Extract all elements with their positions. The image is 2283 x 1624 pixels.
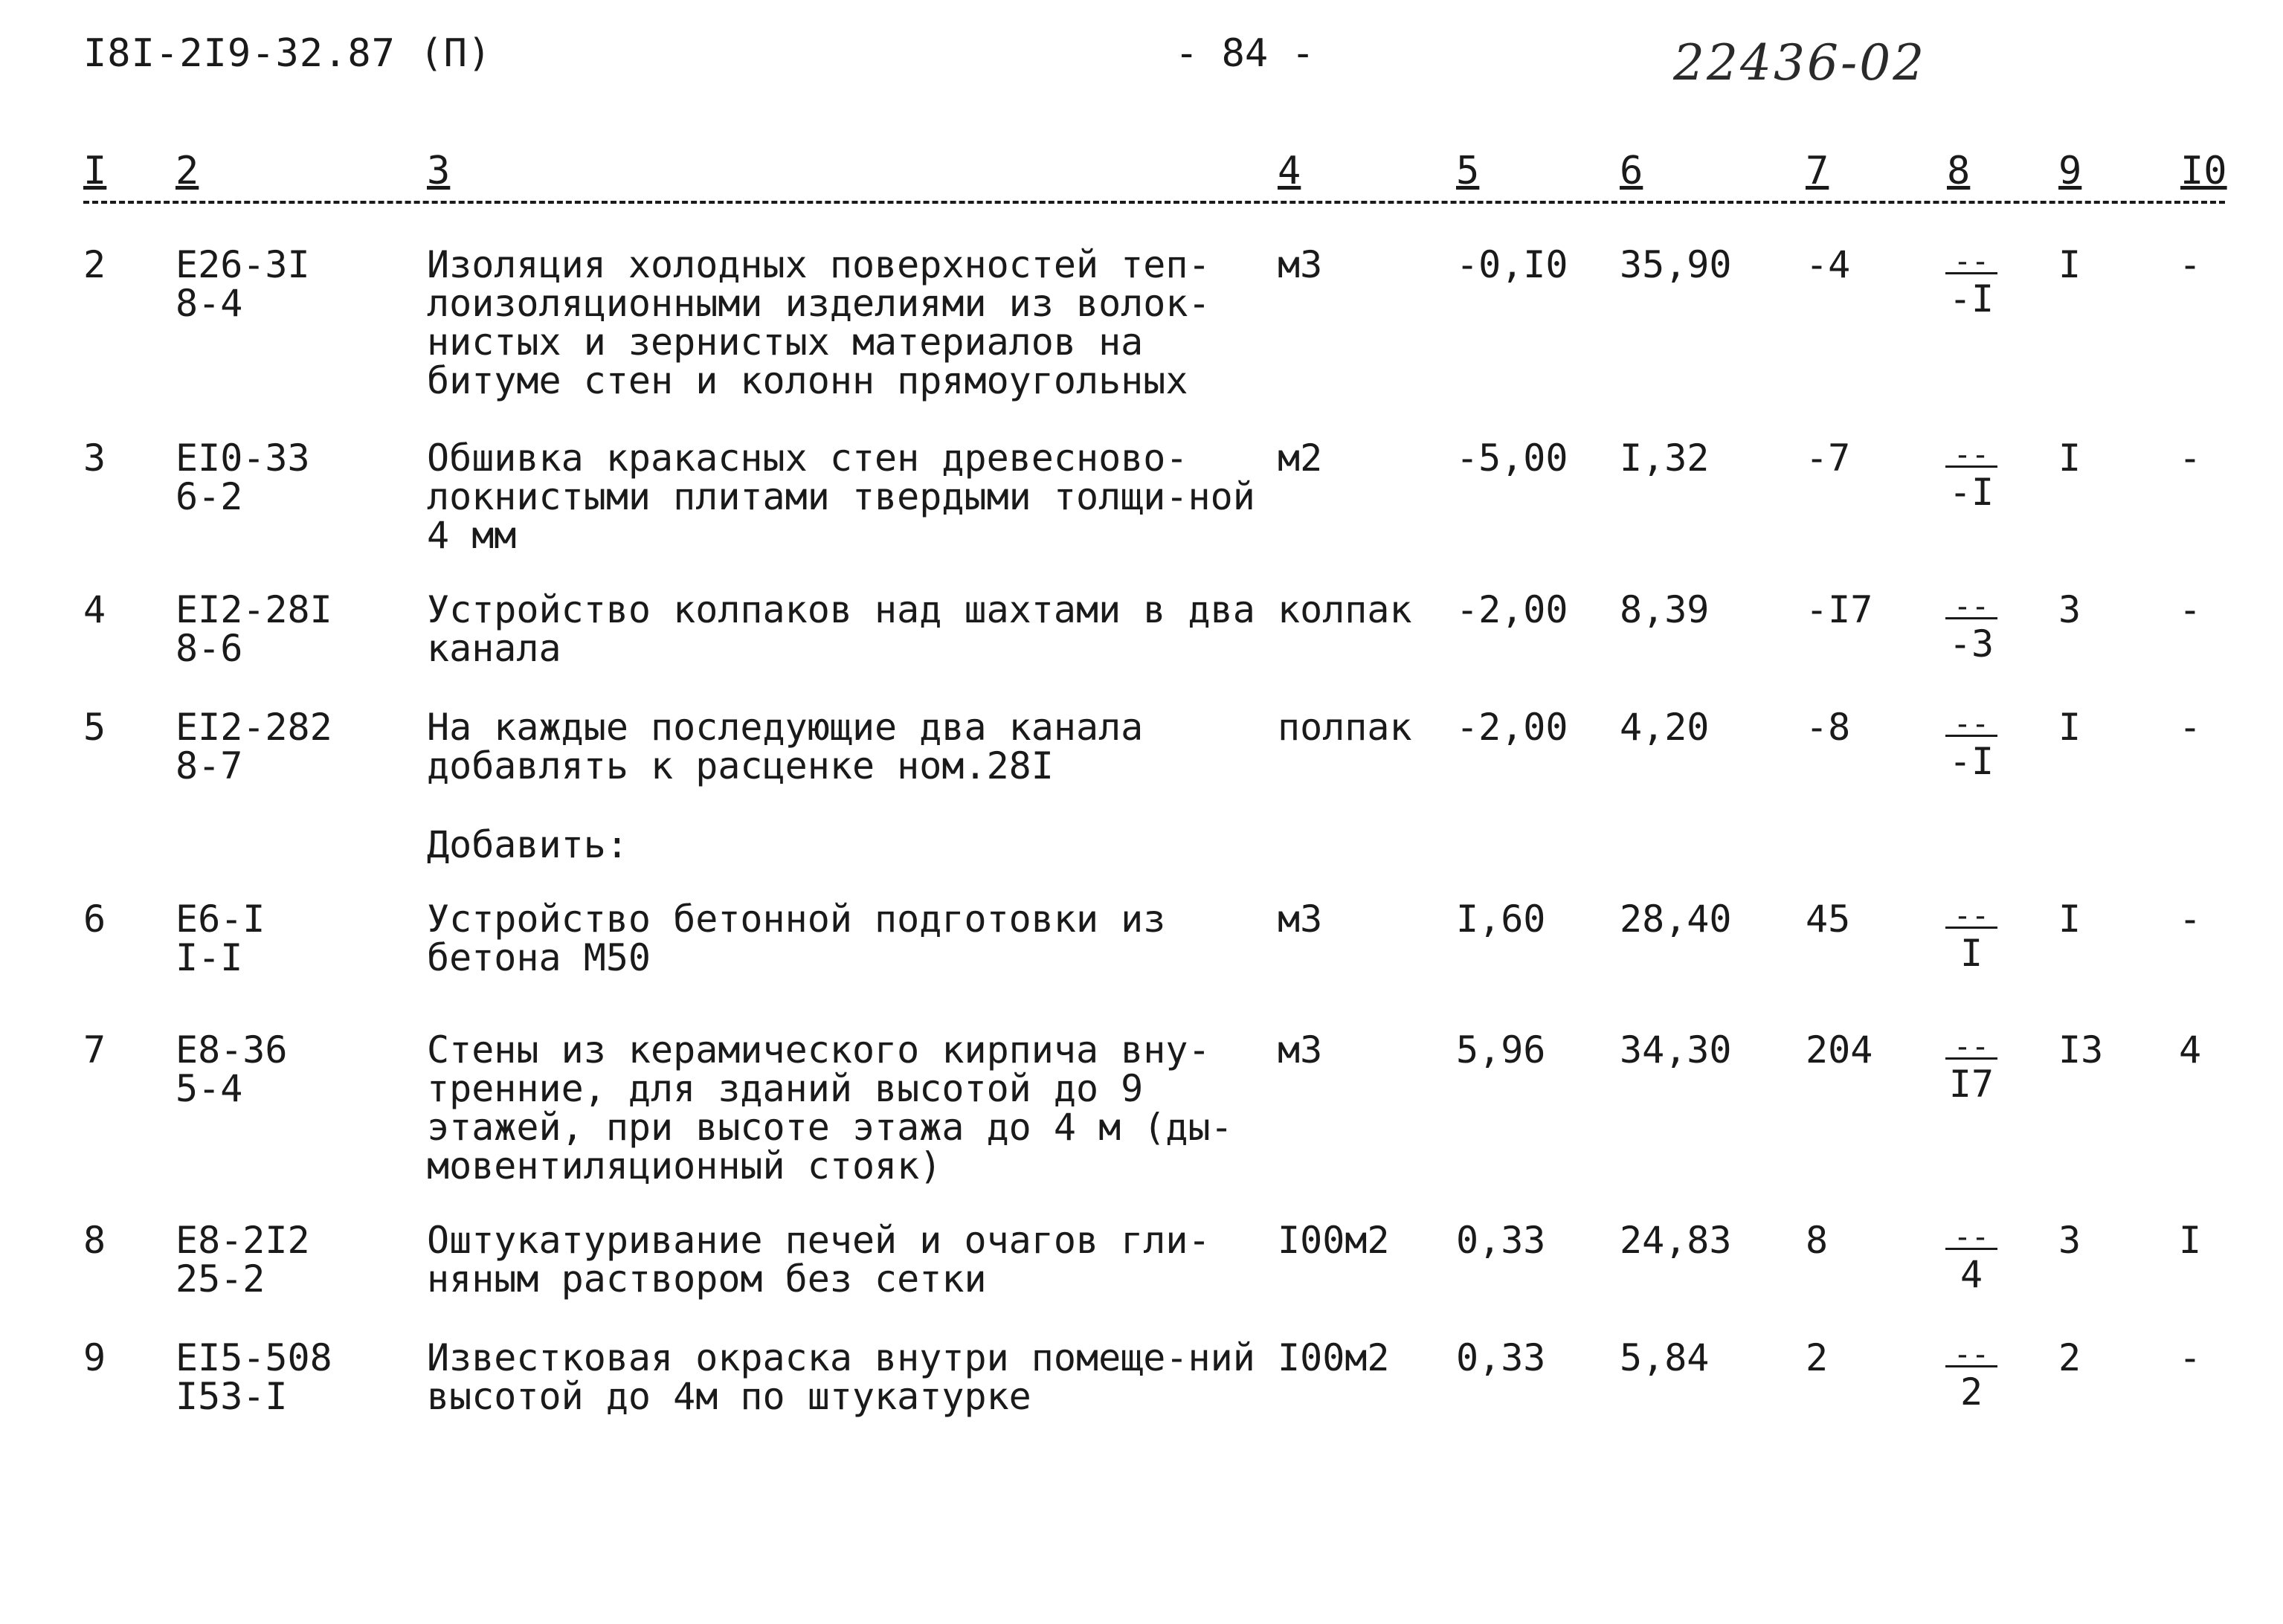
work-description: На каждые последующие два канала добавлять к расценке ном.28I (427, 706, 1144, 787)
fraction-numerator: -- (1945, 253, 1997, 274)
work-description: Оштукатуривание печей и очагов гли-няным раствором без сетки (427, 1219, 1211, 1301)
total-cost: 45 (1806, 898, 1851, 941)
work-description: Устройство колпаков над шахтами в два канала (427, 588, 1255, 670)
row-number: 9 (83, 1336, 106, 1379)
rate-code: Е26-3I (176, 243, 310, 286)
total-cost: 8 (1806, 1219, 1829, 1262)
unit-price: 4,20 (1620, 706, 1710, 749)
fraction-denominator: -3 (1948, 622, 1994, 666)
column-number: 7 (1806, 149, 1829, 193)
rate-code: ЕI2-282 (176, 706, 332, 749)
column-number-row (83, 149, 2225, 204)
rate-code: Е8-36 (176, 1028, 288, 1072)
unit-price: 8,39 (1620, 588, 1710, 631)
unit-price: 28,40 (1620, 898, 1732, 941)
quantity: 0,33 (1456, 1336, 1546, 1379)
column-8-fraction (1945, 707, 1997, 783)
row-number: 5 (83, 706, 106, 749)
handwritten-number: 22436-02 (1673, 34, 1927, 91)
column-8-fraction (1945, 1030, 1997, 1106)
work-description: Устройство бетонной подготовки из бетона М50 (427, 898, 1166, 979)
fraction-denominator: I (1960, 932, 1983, 975)
rate-subcode: 6-2 (176, 475, 243, 518)
column-8-fraction (1945, 245, 1997, 320)
unit-price: 24,83 (1620, 1219, 1732, 1262)
column-10-value: - (2179, 898, 2202, 941)
rate-subcode: 8-4 (176, 282, 243, 325)
quantity: I,60 (1456, 898, 1546, 941)
fraction-numerator: -- (1945, 1228, 1997, 1250)
column-10-value: 4 (2179, 1028, 2202, 1072)
column-number: 5 (1456, 149, 1480, 193)
column-8-fraction (1945, 438, 1997, 514)
total-cost: -7 (1806, 436, 1851, 480)
rate-code: Е8-2I2 (176, 1219, 310, 1262)
section-label: Добавить: (427, 823, 628, 866)
document-code: I8I-2I9-32.87 (П) (83, 31, 492, 76)
fraction-numerator: -- (1945, 907, 1997, 929)
column-8-fraction (1945, 899, 1997, 975)
row-number: 6 (83, 898, 106, 941)
column-number: 6 (1620, 149, 1643, 193)
total-cost: 2 (1806, 1336, 1829, 1379)
column-10-value: - (2179, 1336, 2202, 1379)
rate-code: ЕI0-33 (176, 436, 310, 480)
rate-subcode: I53-I (176, 1375, 288, 1418)
rate-code: ЕI5-508 (176, 1336, 332, 1379)
column-9-value: I (2058, 706, 2081, 749)
column-number: 4 (1278, 149, 1301, 193)
rate-subcode: 8-7 (176, 744, 243, 787)
unit: м3 (1278, 1028, 1323, 1072)
column-number: 8 (1947, 149, 1971, 193)
fraction-denominator: 4 (1960, 1253, 1983, 1296)
fraction-numerator: -- (1945, 446, 1997, 468)
quantity: 5,96 (1456, 1028, 1546, 1072)
unit: полпак (1278, 706, 1412, 749)
fraction-denominator: 2 (1960, 1370, 1983, 1414)
unit-price: 34,30 (1620, 1028, 1732, 1072)
unit-price: I,32 (1620, 436, 1710, 480)
rate-subcode: 25-2 (176, 1257, 265, 1301)
unit: I00м2 (1278, 1336, 1390, 1379)
unit: колпак (1278, 588, 1412, 631)
column-8-fraction (1945, 1338, 1997, 1414)
column-9-value: 3 (2058, 588, 2081, 631)
unit: I00м2 (1278, 1219, 1390, 1262)
page-number: - 84 - (1175, 31, 1315, 76)
fraction-denominator: -I (1948, 277, 1994, 320)
total-cost: 204 (1806, 1028, 1873, 1072)
quantity: 0,33 (1456, 1219, 1546, 1262)
work-description: Изоляция холодных поверхностей теп-лоизоляционными изделиями из волок-нистых и зернистых материалов на битуме стен и колонн прямоугольных (427, 243, 1211, 402)
unit: м3 (1278, 243, 1323, 286)
column-8-fraction (1945, 590, 1997, 666)
column-number: I0 (2180, 149, 2227, 193)
column-9-value: I (2058, 243, 2081, 286)
row-number: 4 (83, 588, 106, 631)
work-description: Известковая окраска внутри помеще-ний высотой до 4м по штукатурке (427, 1336, 1255, 1418)
row-number: 7 (83, 1028, 106, 1072)
total-cost: -I7 (1806, 588, 1873, 631)
column-9-value: I (2058, 436, 2081, 480)
fraction-numerator: -- (1945, 1346, 1997, 1367)
row-number: 2 (83, 243, 106, 286)
fraction-denominator: -I (1948, 740, 1994, 783)
fraction-denominator: I7 (1948, 1063, 1994, 1106)
unit: м2 (1278, 436, 1323, 480)
column-10-value: - (2179, 436, 2202, 480)
unit-price: 35,90 (1620, 243, 1732, 286)
fraction-numerator: -- (1945, 715, 1997, 737)
column-number: 2 (176, 149, 199, 193)
column-10-value: I (2179, 1219, 2202, 1262)
fraction-numerator: -- (1945, 598, 1997, 619)
column-10-value: - (2179, 243, 2202, 286)
rate-code: Е6-I (176, 898, 265, 941)
rate-subcode: I-I (176, 936, 243, 979)
work-description: Обшивка кракасных стен древесново-локнистыми плитами твердыми толщи-ной 4 мм (427, 436, 1255, 557)
unit-price: 5,84 (1620, 1336, 1710, 1379)
total-cost: -4 (1806, 243, 1851, 286)
column-number: 9 (2058, 149, 2082, 193)
quantity: -0,I0 (1456, 243, 1568, 286)
column-9-value: I (2058, 898, 2081, 941)
column-10-value: - (2179, 706, 2202, 749)
column-number: 3 (427, 149, 451, 193)
quantity: -5,00 (1456, 436, 1568, 480)
rate-subcode: 5-4 (176, 1067, 243, 1110)
column-9-value: 3 (2058, 1219, 2081, 1262)
unit: м3 (1278, 898, 1323, 941)
column-8-fraction (1945, 1220, 1997, 1296)
total-cost: -8 (1806, 706, 1851, 749)
fraction-denominator: -I (1948, 471, 1994, 514)
quantity: -2,00 (1456, 588, 1568, 631)
column-number: I (83, 149, 107, 193)
rate-subcode: 8-6 (176, 627, 243, 670)
column-9-value: 2 (2058, 1336, 2081, 1379)
column-10-value: - (2179, 588, 2202, 631)
column-9-value: I3 (2058, 1028, 2104, 1072)
row-number: 8 (83, 1219, 106, 1262)
row-number: 3 (83, 436, 106, 480)
fraction-numerator: -- (1945, 1038, 1997, 1060)
work-description: Стены из керамического кирпича вну-тренние, для зданий высотой до 9 этажей, при высоте этажа до 4 м (ды-мовентиляционный стояк) (427, 1028, 1233, 1188)
rate-code: ЕI2-28I (176, 588, 332, 631)
quantity: -2,00 (1456, 706, 1568, 749)
